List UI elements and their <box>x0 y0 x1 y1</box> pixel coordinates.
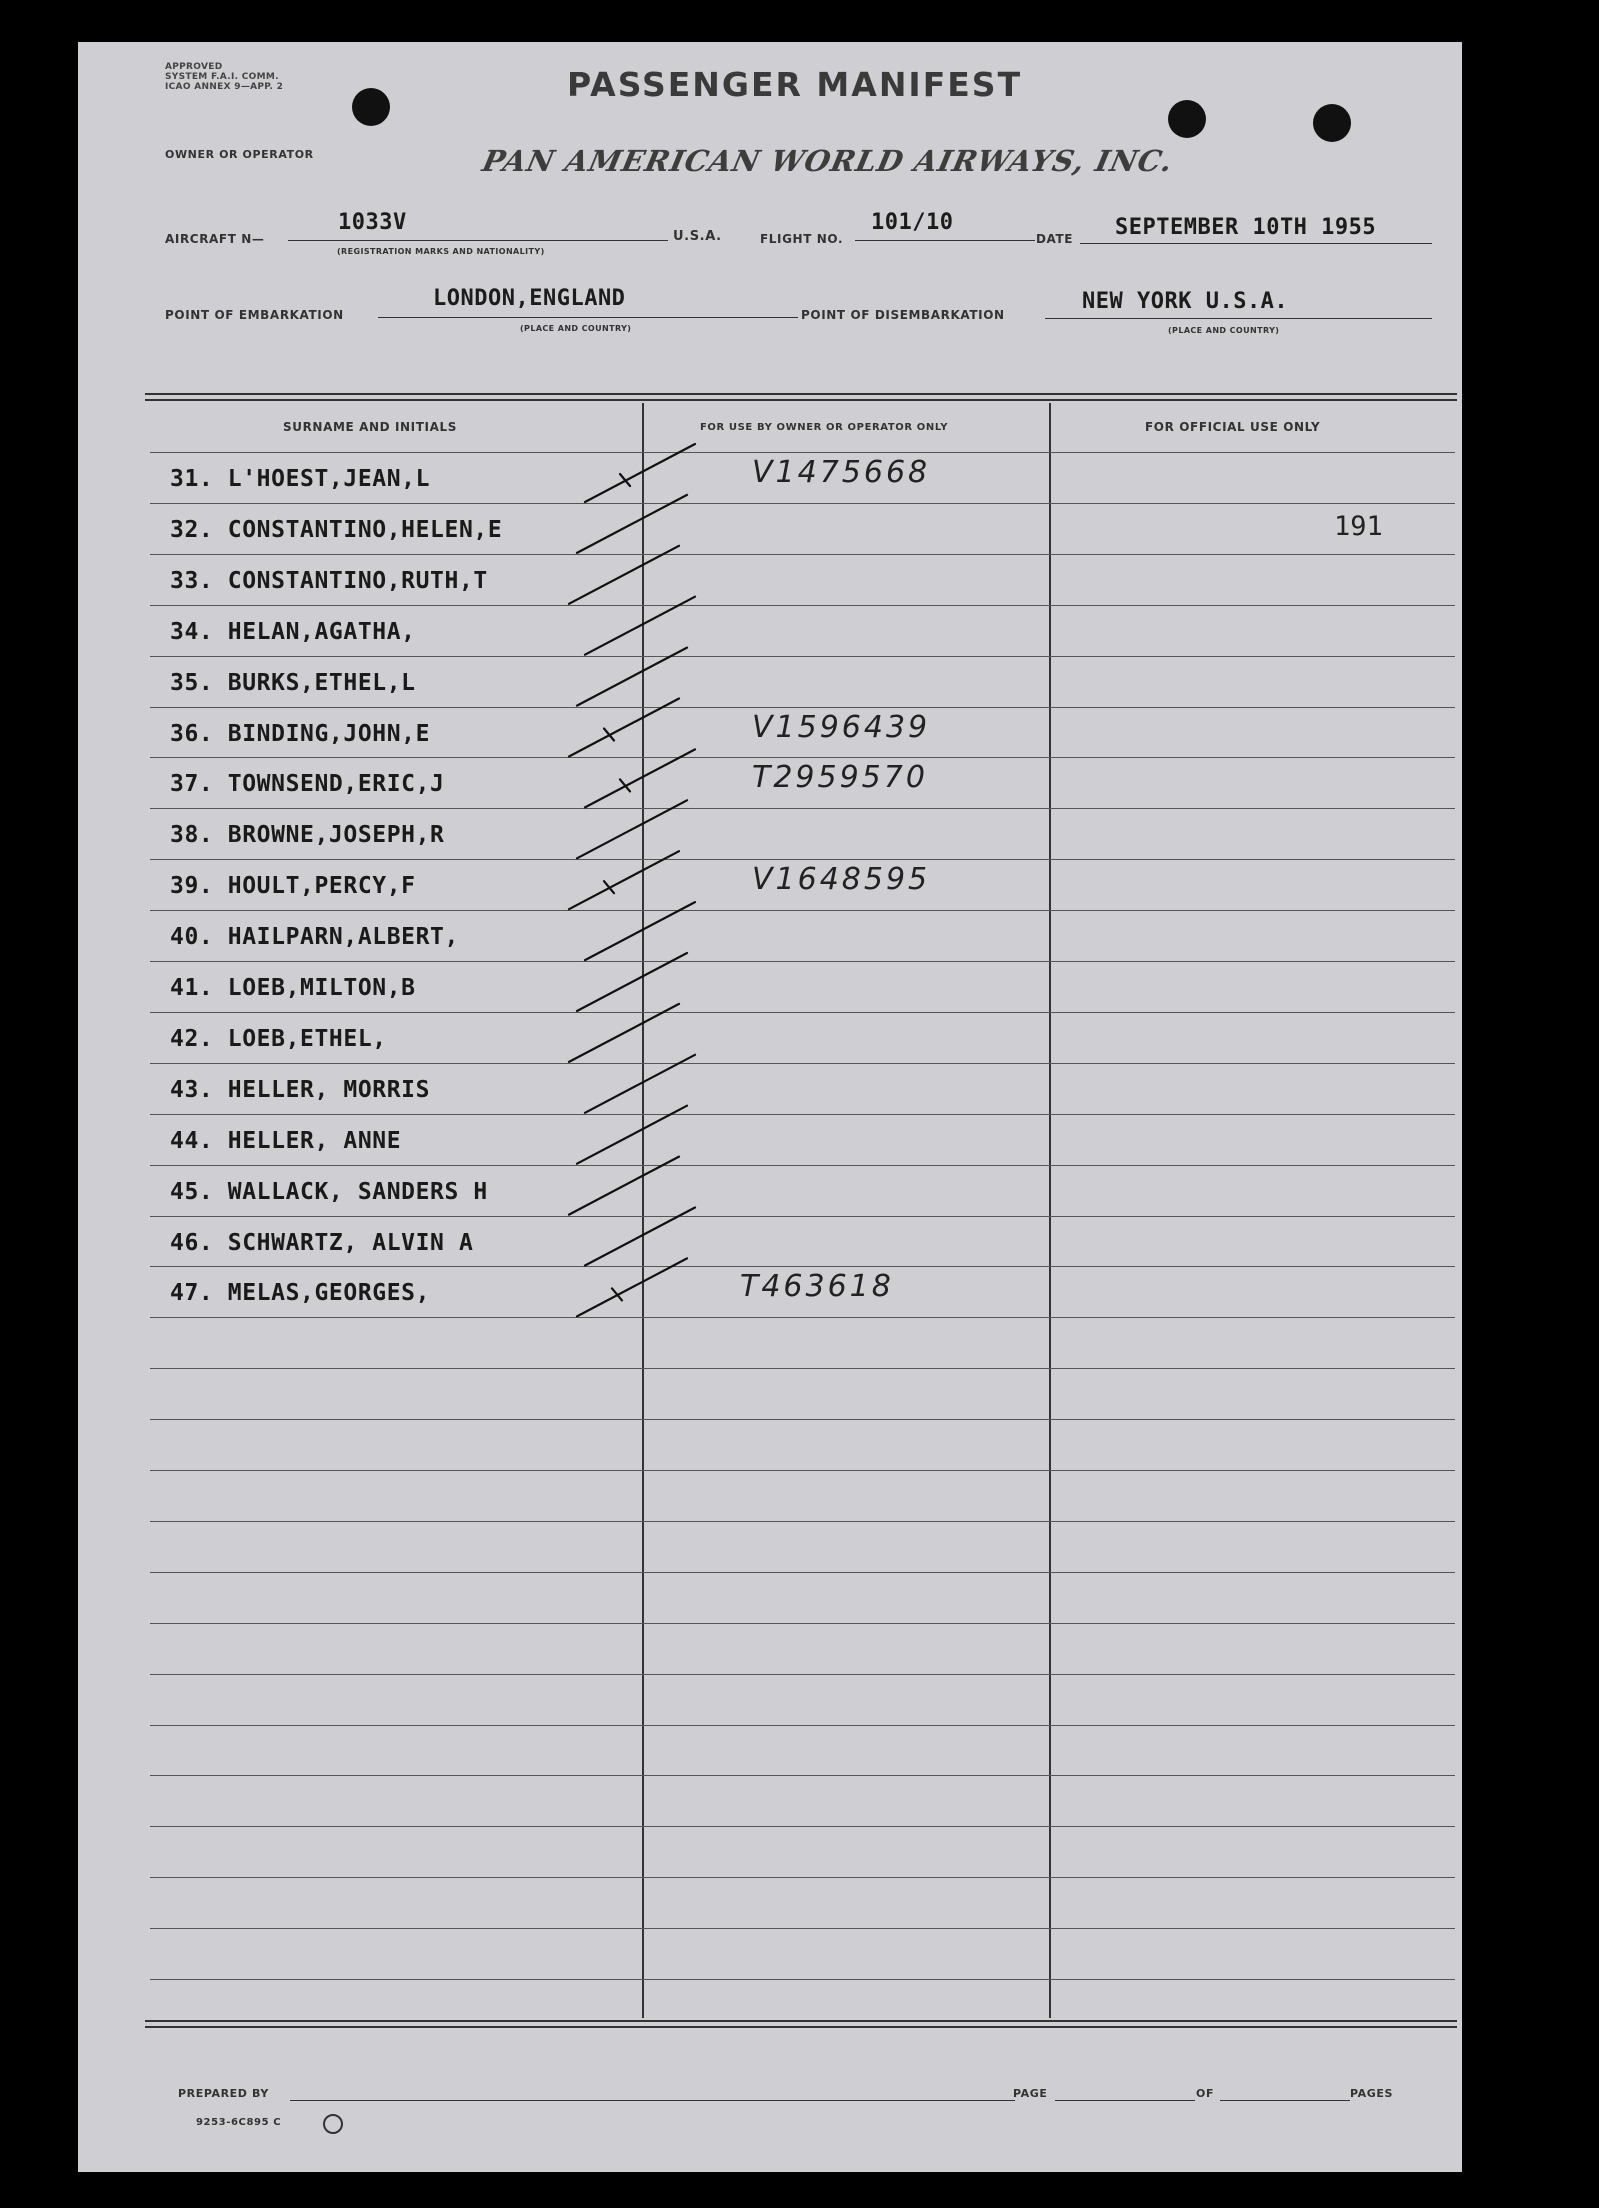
passenger-name: 43. HELLER, MORRIS <box>170 1076 431 1103</box>
ruled-line <box>150 757 1455 758</box>
ruled-line <box>150 1012 1455 1013</box>
disembarkation-caption: (PLACE AND COUNTRY) <box>1168 326 1280 335</box>
pages-label: PAGES <box>1350 2087 1394 2100</box>
punch-hole-middle <box>1168 100 1206 138</box>
ruled-line <box>150 859 1455 860</box>
ruled-line <box>150 554 1455 555</box>
approval-line-2: SYSTEM F.A.I. COMM. <box>165 72 279 82</box>
passenger-name: 37. TOWNSEND,ERIC,J <box>170 771 445 798</box>
passenger-name: 34. HELAN,AGATHA, <box>170 618 416 645</box>
passenger-name: 36. BINDING,JOHN,E <box>170 720 431 747</box>
ruled-line <box>150 707 1455 708</box>
ruled-line <box>150 1165 1455 1166</box>
owner-label: OWNER OR OPERATOR <box>165 148 314 161</box>
date-label: DATE <box>1036 232 1074 246</box>
of-label: OF <box>1196 2087 1215 2100</box>
ruled-line <box>150 1674 1455 1675</box>
ruled-line <box>150 1216 1455 1217</box>
ruled-line <box>150 1877 1455 1878</box>
official-entry: 191 <box>1334 510 1383 542</box>
ruled-line <box>150 1063 1455 1064</box>
ruled-line <box>150 1419 1455 1420</box>
aircraft-label: AIRCRAFT N— <box>165 232 265 246</box>
disembarkation-label: POINT OF DISEMBARKATION <box>801 308 1005 322</box>
column-header-surname: SURNAME AND INITIALS <box>283 420 457 434</box>
ruled-line <box>150 1114 1455 1115</box>
embarkation-label: POINT OF EMBARKATION <box>165 308 344 322</box>
ruled-line <box>150 1979 1455 1980</box>
ruled-line <box>150 1928 1455 1929</box>
passenger-name: 47. MELAS,GEORGES, <box>170 1280 431 1307</box>
operator-note: V1648595 <box>752 862 931 898</box>
ruled-line <box>150 1266 1455 1267</box>
passenger-name: 31. L'HOEST,JEAN,L <box>170 466 431 492</box>
page-title: PASSENGER MANIFEST <box>567 65 1023 104</box>
embarkation-caption: (PLACE AND COUNTRY) <box>520 324 632 333</box>
ruled-line <box>150 1470 1455 1471</box>
passenger-name: 40. HAILPARN,ALBERT, <box>170 924 459 951</box>
passenger-name: 46. SCHWARTZ, ALVIN A <box>170 1229 474 1256</box>
aircraft-caption: (REGISTRATION MARKS AND NATIONALITY) <box>337 247 545 256</box>
operator-note: V1596439 <box>752 709 931 745</box>
ruled-line <box>150 656 1455 657</box>
manifest-sheet <box>78 42 1462 2172</box>
column-header-official: FOR OFFICIAL USE ONLY <box>1145 420 1321 434</box>
passenger-name: 33. CONSTANTINO,RUTH,T <box>170 567 488 594</box>
page-label: PAGE <box>1013 2087 1048 2100</box>
form-number: 9253-6C895 C <box>196 2117 282 2128</box>
punch-hole-left <box>352 88 390 126</box>
ruled-line <box>150 1623 1455 1624</box>
passenger-name: 35. BURKS,ETHEL,L <box>170 669 416 696</box>
ruled-line <box>150 1317 1455 1318</box>
operator-note: T463618 <box>740 1269 894 1305</box>
passenger-name: 39. HOULT,PERCY,F <box>170 873 416 900</box>
passenger-name: 32. CONSTANTINO,HELEN,E <box>170 516 503 543</box>
disembarkation-place: NEW YORK U.S.A. <box>1082 289 1289 314</box>
passenger-name: 44. HELLER, ANNE <box>170 1127 402 1154</box>
embarkation-place: LONDON,ENGLAND <box>433 286 626 311</box>
aircraft-registration: 1033V <box>338 210 407 235</box>
ruled-line <box>150 452 1455 453</box>
column-header-operator: FOR USE BY OWNER OR OPERATOR ONLY <box>700 422 949 433</box>
punch-hole-right <box>1313 104 1351 142</box>
flight-number: 101/10 <box>871 210 954 235</box>
ruled-line <box>150 1826 1455 1827</box>
passenger-name: 38. BROWNE,JOSEPH,R <box>170 822 445 849</box>
prepared-by-label: PREPARED BY <box>178 2087 269 2100</box>
ruled-line <box>150 605 1455 606</box>
passenger-name: 42. LOEB,ETHEL, <box>170 1025 387 1052</box>
passenger-name: 45. WALLACK, SANDERS H <box>170 1178 488 1205</box>
ruled-line <box>150 1572 1455 1573</box>
ruled-line <box>150 1368 1455 1369</box>
operator-note: T2959570 <box>752 760 928 796</box>
ruled-line <box>150 1775 1455 1776</box>
approval-line-1: APPROVED <box>165 62 223 72</box>
ruled-line <box>150 910 1455 911</box>
union-bug-icon <box>323 2114 343 2134</box>
approval-line-3: ICAO ANNEX 9—APP. 2 <box>165 82 284 92</box>
flight-label: FLIGHT NO. <box>760 232 844 246</box>
ruled-line <box>150 808 1455 809</box>
ruled-line <box>150 1521 1455 1522</box>
ruled-line <box>150 961 1455 962</box>
operator-name: PAN AMERICAN WORLD AIRWAYS, INC. <box>479 144 1177 178</box>
flight-date: SEPTEMBER 10TH 1955 <box>1115 215 1377 240</box>
ruled-line <box>150 1725 1455 1726</box>
aircraft-nationality: U.S.A. <box>673 229 722 244</box>
operator-note: V1475668 <box>752 455 931 490</box>
passenger-name: 41. LOEB,MILTON,B <box>170 975 416 1001</box>
ruled-line <box>150 503 1455 504</box>
